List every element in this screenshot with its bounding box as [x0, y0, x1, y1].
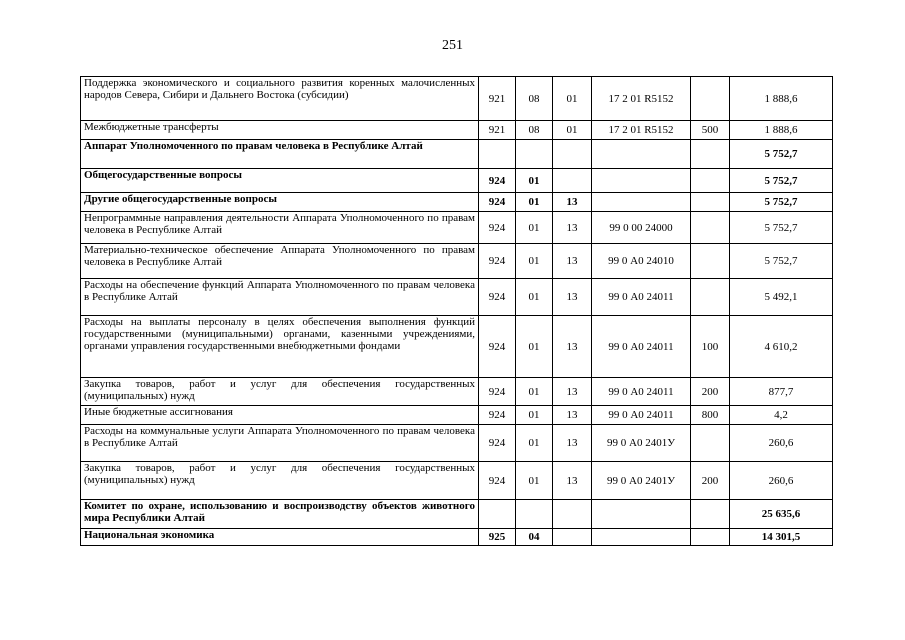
- row-name: Закупка товаров, работ и услуг для обеспечения государственных (муниципальных) нужд: [81, 462, 479, 500]
- row-section: 01: [516, 462, 553, 500]
- table-row: [81, 169, 833, 193]
- table-row: [81, 316, 833, 378]
- row-expense-type: 100: [691, 316, 730, 378]
- table-row: [81, 121, 833, 140]
- row-ved: 924: [479, 316, 516, 378]
- row-target-article: 99 0 А0 24011: [592, 406, 691, 425]
- row-expense-type: [691, 169, 730, 193]
- table-row: [81, 77, 833, 121]
- row-name: Национальная экономика: [81, 529, 479, 546]
- row-section: 01: [516, 316, 553, 378]
- row-subsection: 13: [553, 462, 592, 500]
- row-target-article: [592, 500, 691, 529]
- page-number: 251: [442, 38, 463, 53]
- row-section: 01: [516, 212, 553, 244]
- row-subsection: 01: [553, 121, 592, 140]
- row-expense-type: [691, 140, 730, 169]
- table-row: [81, 140, 833, 169]
- row-name: Расходы на коммунальные услуги Аппарата Уполномоченного по правам человека в Республике Алтай: [81, 425, 479, 462]
- row-section: 08: [516, 77, 553, 121]
- row-target-article: 17 2 01 R5152: [592, 121, 691, 140]
- row-target-article: [592, 169, 691, 193]
- row-subsection: 13: [553, 193, 592, 212]
- row-section: [516, 500, 553, 529]
- row-ved: [479, 140, 516, 169]
- row-target-article: 99 0 А0 2401У: [592, 425, 691, 462]
- row-name: Комитет по охране, использованию и воспроизводству объектов животного мира Республики Алтай: [81, 500, 479, 529]
- row-subsection: 13: [553, 378, 592, 406]
- row-ved: 924: [479, 378, 516, 406]
- table-row: [81, 193, 833, 212]
- row-target-article: 99 0 А0 24011: [592, 316, 691, 378]
- row-expense-type: [691, 529, 730, 546]
- row-sum: 5 752,7: [730, 212, 833, 244]
- row-sum: 14 301,5: [730, 529, 833, 546]
- row-ved: 924: [479, 425, 516, 462]
- row-target-article: [592, 140, 691, 169]
- row-subsection: [553, 529, 592, 546]
- row-subsection: [553, 140, 592, 169]
- row-ved: 924: [479, 212, 516, 244]
- row-expense-type: [691, 77, 730, 121]
- table-row: [81, 406, 833, 425]
- row-target-article: [592, 193, 691, 212]
- row-sum: 5 752,7: [730, 193, 833, 212]
- table-row: [81, 378, 833, 406]
- table-row: [81, 500, 833, 529]
- row-subsection: 13: [553, 406, 592, 425]
- row-ved: 924: [479, 244, 516, 279]
- row-section: 08: [516, 121, 553, 140]
- row-section: 01: [516, 406, 553, 425]
- row-name: Поддержка экономического и социального развития коренных малочисленных народов Севера, Сибири и Дальнего Востока (субсидии): [81, 77, 479, 121]
- row-sum: 5 492,1: [730, 279, 833, 316]
- row-expense-type: [691, 212, 730, 244]
- row-ved: 924: [479, 462, 516, 500]
- row-sum: 5 752,7: [730, 140, 833, 169]
- row-target-article: [592, 529, 691, 546]
- row-section: 01: [516, 193, 553, 212]
- row-subsection: [553, 500, 592, 529]
- row-ved: 925: [479, 529, 516, 546]
- row-expense-type: [691, 425, 730, 462]
- row-expense-type: [691, 244, 730, 279]
- table-row: [81, 244, 833, 279]
- row-name: Межбюджетные трансферты: [81, 121, 479, 140]
- row-expense-type: [691, 500, 730, 529]
- row-expense-type: [691, 279, 730, 316]
- row-name: Расходы на выплаты персоналу в целях обеспечения выполнения функций государственными (муниципальными) органами, казенными учреждениями, органами управления государственными внебюджетными фондами: [81, 316, 479, 378]
- row-target-article: 99 0 А0 2401У: [592, 462, 691, 500]
- row-sum: 260,6: [730, 425, 833, 462]
- row-ved: [479, 500, 516, 529]
- row-sum: 877,7: [730, 378, 833, 406]
- table-row: [81, 279, 833, 316]
- row-target-article: 99 0 А0 24011: [592, 279, 691, 316]
- row-sum: 1 888,6: [730, 121, 833, 140]
- row-subsection: 01: [553, 77, 592, 121]
- row-expense-type: 200: [691, 462, 730, 500]
- row-subsection: 13: [553, 212, 592, 244]
- table-row: [81, 212, 833, 244]
- row-section: 01: [516, 425, 553, 462]
- row-section: 01: [516, 169, 553, 193]
- budget-table: [80, 76, 833, 546]
- row-name: Расходы на обеспечение функций Аппарата Уполномоченного по правам человека в Республике Алтай: [81, 279, 479, 316]
- table-row: [81, 425, 833, 462]
- row-target-article: 99 0 А0 24010: [592, 244, 691, 279]
- row-subsection: 13: [553, 316, 592, 378]
- row-section: [516, 140, 553, 169]
- row-name: Закупка товаров, работ и услуг для обеспечения государственных (муниципальных) нужд: [81, 378, 479, 406]
- row-subsection: 13: [553, 425, 592, 462]
- row-name: Непрограммные направления деятельности Аппарата Уполномоченного по правам человека в Республике Алтай: [81, 212, 479, 244]
- row-sum: 260,6: [730, 462, 833, 500]
- row-section: 04: [516, 529, 553, 546]
- row-ved: 924: [479, 169, 516, 193]
- row-section: 01: [516, 244, 553, 279]
- row-expense-type: 800: [691, 406, 730, 425]
- row-section: 01: [516, 378, 553, 406]
- row-name: Другие общегосударственные вопросы: [81, 193, 479, 212]
- row-name: Аппарат Уполномоченного по правам человека в Республике Алтай: [81, 140, 479, 169]
- table-row: [81, 529, 833, 546]
- row-sum: 5 752,7: [730, 244, 833, 279]
- row-target-article: 99 0 А0 24011: [592, 378, 691, 406]
- row-ved: 924: [479, 279, 516, 316]
- row-sum: 25 635,6: [730, 500, 833, 529]
- row-subsection: [553, 169, 592, 193]
- row-sum: 4 610,2: [730, 316, 833, 378]
- row-ved: 924: [479, 406, 516, 425]
- row-ved: 924: [479, 193, 516, 212]
- row-target-article: 99 0 00 24000: [592, 212, 691, 244]
- row-section: 01: [516, 279, 553, 316]
- row-ved: 921: [479, 77, 516, 121]
- row-ved: 921: [479, 121, 516, 140]
- row-sum: 5 752,7: [730, 169, 833, 193]
- row-expense-type: [691, 193, 730, 212]
- row-sum: 1 888,6: [730, 77, 833, 121]
- row-target-article: 17 2 01 R5152: [592, 77, 691, 121]
- table-row: [81, 462, 833, 500]
- row-name: Общегосударственные вопросы: [81, 169, 479, 193]
- row-name: Иные бюджетные ассигнования: [81, 406, 479, 425]
- row-subsection: 13: [553, 244, 592, 279]
- row-expense-type: 500: [691, 121, 730, 140]
- row-expense-type: 200: [691, 378, 730, 406]
- row-subsection: 13: [553, 279, 592, 316]
- row-name: Материально-техническое обеспечение Аппарата Уполномоченного по правам человека в Республике Алтай: [81, 244, 479, 279]
- row-sum: 4,2: [730, 406, 833, 425]
